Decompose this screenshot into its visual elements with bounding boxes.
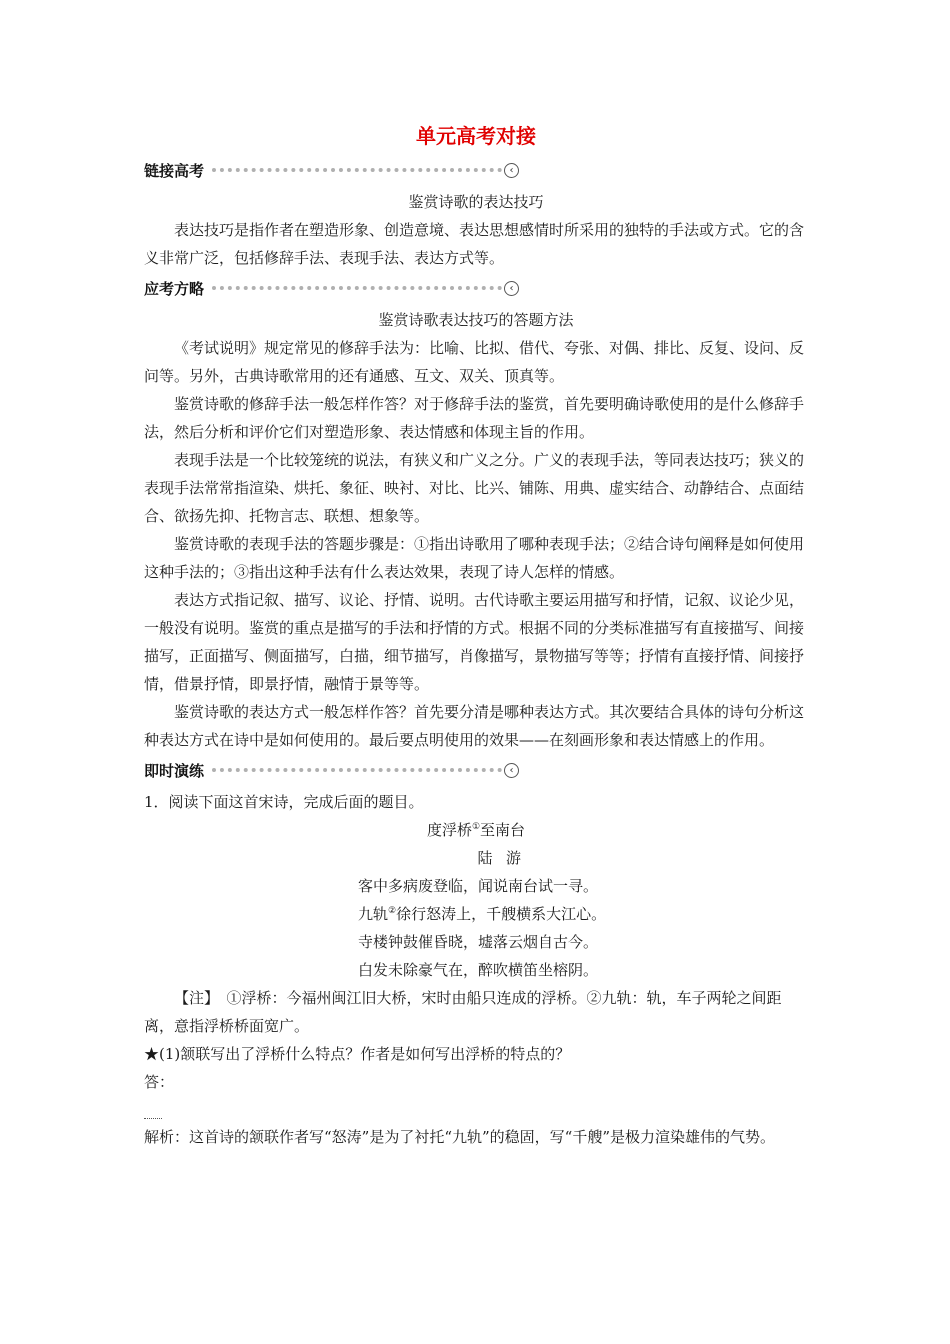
section-label: 链接高考 xyxy=(144,161,205,180)
poem-line: 寺楼钟鼓催昏晓，墟落云烟自古今。 xyxy=(358,933,599,951)
section-header-practice xyxy=(144,758,808,782)
section-subtitle: 鉴赏诗歌的表达技巧 xyxy=(408,193,544,211)
paragraph: 表达方式指记叙、描写、议论、抒情、说明。古代诗歌主要运用描写和抒情，记叙、议论少见，一般没有说明。鉴赏的重点是描写的手法和抒情的方式。根据不同的分类标准描写有直接描写、间接描写，正面描写、侧面描写，白描，细节描写，肖像描写，景物描写等等；抒情有直接抒情、间接抒情，借景抒情，即景抒情，融情于景等等。 xyxy=(144,591,805,693)
question-intro: 1．阅读下面这首宋诗，完成后面的题目。 xyxy=(144,793,424,811)
section-header-strategy xyxy=(144,276,808,300)
analysis-text: 解析：这首诗的颔联作者写“怒涛”是为了衬托“九轨”的稳固，写“千艘”是极力渲染雄伟的气势。 xyxy=(144,1128,776,1146)
footnote-mark: ① xyxy=(471,822,481,832)
poem-title-part: 度浮桥 xyxy=(426,821,472,839)
section-label: 应考方略 xyxy=(144,279,205,298)
section-subtitle: 鉴赏诗歌表达技巧的答题方法 xyxy=(378,311,574,329)
poem-line xyxy=(144,900,808,928)
poem-line-part: 九轨 xyxy=(358,905,389,923)
poem-line: 白发未除豪气在，醉吹横笛坐榕阴。 xyxy=(358,961,599,979)
poem-line: 客中多病废登临，闻说南台试一寻。 xyxy=(358,877,599,895)
paragraph: 表现手法是一个比较笼统的说法，有狭义和广义之分。广义的表现手法，等同表达技巧；狭义的表现手法常常指渲染、烘托、象征、映衬、对比、比兴、铺陈、用典、虚实结合、动静结合、点面结合、欲扬先抑、托物言志、联想、想象等。 xyxy=(144,451,805,525)
page-title: 单元高考对接 xyxy=(416,124,536,148)
answer-label: 答： xyxy=(144,1073,175,1091)
dotted-divider xyxy=(212,764,502,772)
footnote-mark: ② xyxy=(388,906,397,916)
sub-question: ★(1)颔联写出了浮桥什么特点？作者是如何写出浮桥的特点的？ xyxy=(144,1045,571,1063)
poem-line-part: 徐行怒涛上，千艘横系大江心。 xyxy=(396,905,607,923)
chevron-left-circle-icon: ‹ xyxy=(504,163,519,178)
dotted-divider xyxy=(212,164,502,172)
section-label: 即时演练 xyxy=(144,761,205,780)
section-header-link xyxy=(144,158,808,182)
paragraph: 表达技巧是指作者在塑造形象、创造意境、表达思想感情时所采用的独特的手法或方式。它的含义非常广泛，包括修辞手法、表现手法、表达方式等。 xyxy=(144,221,805,267)
chevron-left-circle-icon: ‹ xyxy=(504,281,519,296)
paragraph: 鉴赏诗歌的修辞手法一般怎样作答？对于修辞手法的鉴赏，首先要明确诗歌使用的是什么修辞手法，然后分析和评价它们对塑造形象、表达情感和体现主旨的作用。 xyxy=(144,395,805,441)
chevron-left-circle-icon: ‹ xyxy=(504,763,519,778)
document-page xyxy=(144,118,808,1151)
paragraph: 《考试说明》规定常见的修辞手法为：比喻、比拟、借代、夸张、对偶、排比、反复、设问、反问等。另外，古典诗歌常用的还有通感、互文、双关、顶真等。 xyxy=(144,339,805,385)
paragraph: 鉴赏诗歌的表达方式一般怎样作答？首先要分清是哪种表达方式。其次要结合具体的诗句分析这种表达方式在诗中是如何使用的。最后要点明使用的效果——在刻画形象和表达情感上的作用。 xyxy=(144,703,805,749)
dotted-divider xyxy=(212,282,502,290)
answer-divider xyxy=(144,1118,162,1119)
paragraph: 鉴赏诗歌的表现手法的答题步骤是：①指出诗歌用了哪种表现手法；②结合诗句阐释是如何使用这种手法的；③指出这种手法有什么表达效果，表现了诗人怎样的情感。 xyxy=(144,535,805,581)
poem-note: 【注】 ①浮桥：今福州闽江旧大桥，宋时由船只连成的浮桥。②九轨：轨，车子两轮之间距离，意指浮桥桥面宽广。 xyxy=(144,989,782,1035)
poem-title xyxy=(144,816,808,844)
poem-title-part: 至南台 xyxy=(480,821,526,839)
poem-author: 陆游 xyxy=(477,849,535,867)
